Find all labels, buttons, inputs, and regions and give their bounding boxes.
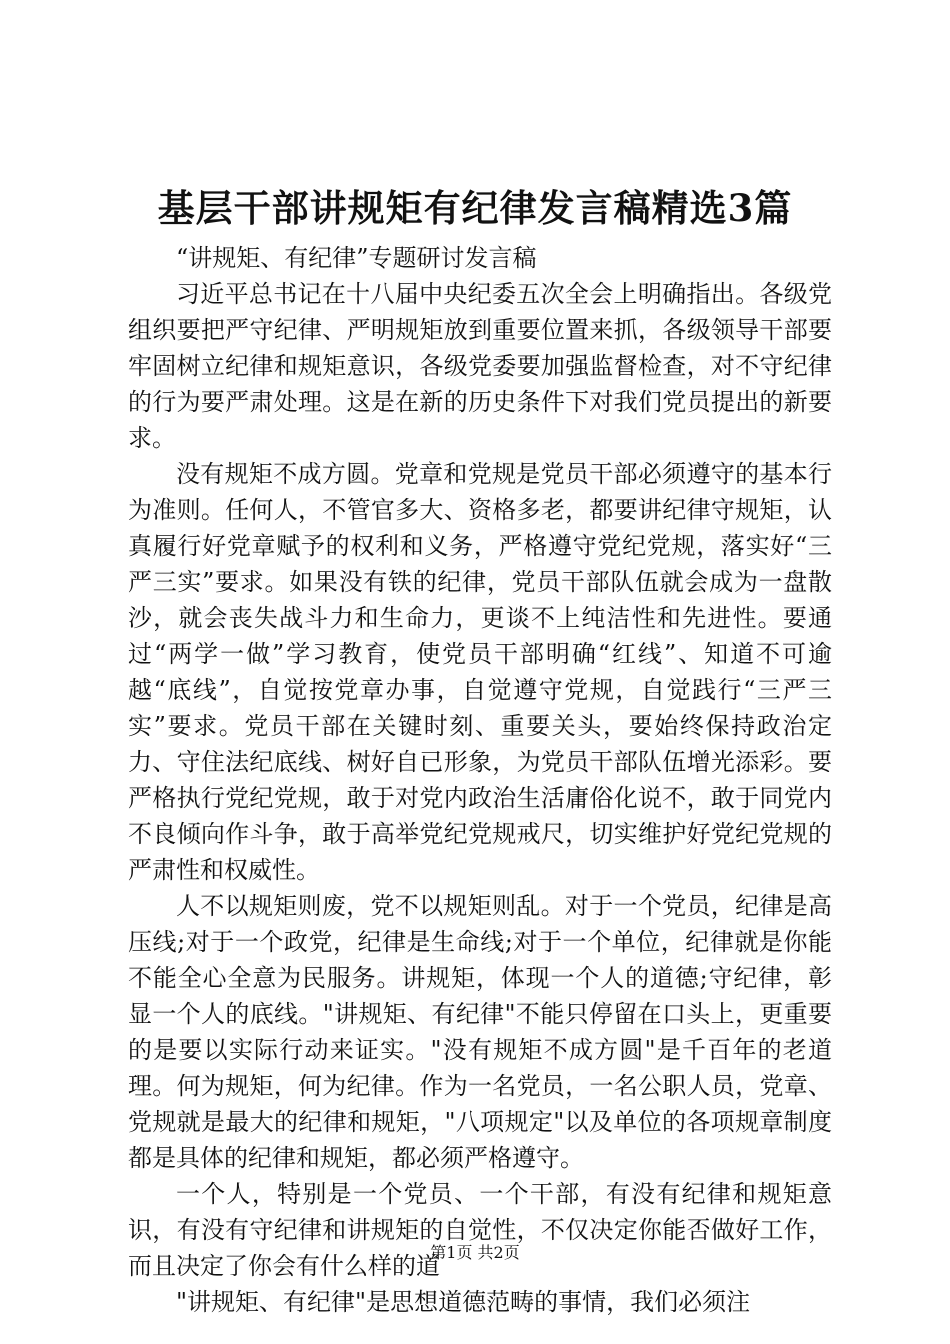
- document-title: 基层干部讲规矩有纪律发言稿精选3篇: [157, 186, 793, 230]
- paragraph: 人不以规矩则废，党不以规矩则乱。对于一个党员，纪律是高压线;对于一个政党，纪律是生命线;对于一个单位，纪律就是你能不能全心全意为民服务。讲规矩，体现一个人的道德;守纪律，彰显一个人的底线。"讲规矩、有纪律"不能只停留在口头上，更重要的是要以实际行动来证实。"没有规矩不成方圆"是千百年的老道理。何为规矩，何为纪律。作为一名党员，一名公职人员，党章、党规就是最大的纪律和规矩，"八项规定"以及单位的各项规章制度都是具体的纪律和规矩，都必须严格遵守。: [128, 892, 832, 1172]
- paragraph: 没有规矩不成方圆。党章和党规是党员干部必须遵守的基本行为准则。任何人，不管官多大、资格多老，都要讲纪律守规矩，认真履行好党章赋予的权利和义务，严格遵守党纪党规，落实好“三严三实”要求。如果没有铁的纪律，党员干部队伍就会成为一盘散沙，就会丧失战斗力和生命力，更谈不上纯洁性和先进性。要通过“两学一做”学习教育，使党员干部明确“红线”、知道不可逾越“底线”，自觉按党章办事，自觉遵守党规，自觉践行“三严三实”要求。党员干部在关键时刻、重要关头，要始终保持政治定力、守住法纪底线、树好自已形象，为党员干部队伍增光添彩。要严格执行党纪党规，敢于对党内政治生活庸俗化说不，敢于同党内不良倾向作斗争，敢于高举党纪党规戒尺，切实维护好党纪党规的严肃性和权威性。: [128, 460, 832, 884]
- paragraph-subtitle: “讲规矩、有纪律”专题研讨发言稿: [176, 244, 537, 272]
- page-number-footer: 第1页 共2页: [430, 1243, 520, 1262]
- document-body: [128, 240, 832, 1320]
- paragraph: "讲规矩、有纪律"是思想道德范畴的事情，我们必须注: [176, 1288, 751, 1316]
- paragraph: 一个人，特别是一个党员、一个干部，有没有纪律和规矩意识，有没有守纪律和讲规矩的自觉性，不仅决定你能否做好工作，而且决定了你会有什么样的道: [128, 1180, 832, 1280]
- paragraph: 习近平总书记在十八届中央纪委五次全会上明确指出。各级党组织要把严守纪律、严明规矩放到重要位置来抓，各级领导干部要牢固树立纪律和规矩意识，各级党委要加强监督检查，对不守纪律的行为要严肃处理。这是在新的历史条件下对我们党员提出的新要求。: [128, 280, 832, 452]
